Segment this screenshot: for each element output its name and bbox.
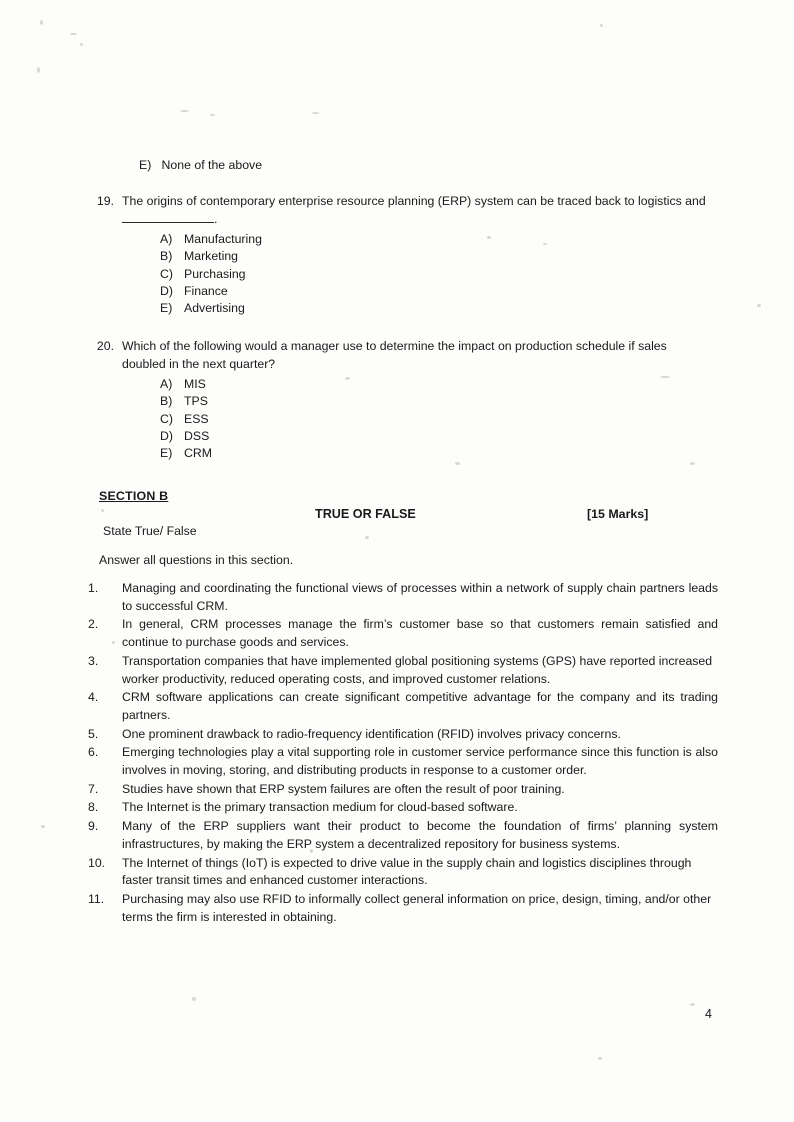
scan-speck bbox=[600, 24, 603, 27]
option-b[interactable] bbox=[160, 248, 716, 265]
list-item bbox=[88, 616, 718, 651]
option-b[interactable] bbox=[160, 393, 712, 410]
scan-speck bbox=[80, 43, 83, 46]
option-d-text: DSS bbox=[184, 429, 210, 444]
item-text: Many of the ERP suppliers want their product to become the foundation of firms’ planning system infrastructures, by making the ERP system a decentralized repository for business systems. bbox=[122, 819, 718, 851]
section-b-instruction-2: Answer all questions in this section. bbox=[99, 553, 294, 567]
question-20-number: 20. bbox=[96, 339, 114, 353]
item-text: The Internet of things (IoT) is expected to drive value in the supply chain and logistics disciplines through faster transit times and enhanced customer interactions. bbox=[122, 855, 692, 888]
question-19 bbox=[88, 193, 716, 318]
option-e-letter: E) bbox=[160, 301, 173, 316]
item-number: 1. bbox=[88, 581, 99, 595]
item-text: Transportation companies that have implemented global positioning systems (GPS) have reported increased worker productivity, reduced operating costs, and improved customer relations. bbox=[122, 653, 713, 686]
option-d[interactable] bbox=[160, 283, 716, 300]
question-20-text: Which of the following would a manager use to determine the impact on production schedule if sales doubled in the next quarter? bbox=[122, 339, 667, 371]
section-b-instruction-1: State True/ False bbox=[103, 524, 197, 538]
option-e-text: Advertising bbox=[184, 301, 245, 316]
scan-speck bbox=[101, 509, 104, 512]
item-number: 9. bbox=[88, 819, 99, 834]
option-a-letter: A) bbox=[160, 376, 173, 391]
leading-option: E) None of the above bbox=[139, 158, 263, 172]
item-text: Studies have shown that ERP system failures are often the result of poor training. bbox=[122, 781, 565, 796]
question-19-text bbox=[122, 193, 716, 229]
option-d[interactable] bbox=[160, 428, 712, 445]
option-c[interactable] bbox=[160, 411, 712, 428]
option-e[interactable] bbox=[160, 300, 716, 317]
scan-speck bbox=[180, 110, 189, 112]
question-19-stem: The origins of contemporary enterprise resource planning (ERP) system can be traced back to logistics and bbox=[122, 194, 706, 208]
item-number: 7. bbox=[88, 781, 99, 796]
question-20-options bbox=[160, 376, 712, 463]
option-c[interactable] bbox=[160, 266, 716, 283]
question-19-stem-end: . bbox=[214, 211, 218, 226]
section-b-marks: [15 Marks] bbox=[587, 507, 649, 521]
scan-speck bbox=[757, 304, 761, 307]
list-item bbox=[88, 781, 718, 799]
option-a-letter: A) bbox=[160, 231, 173, 246]
option-a-text: Manufacturing bbox=[184, 231, 262, 246]
section-b-title: TRUE OR FALSE bbox=[315, 507, 416, 521]
item-number: 8. bbox=[88, 800, 99, 815]
list-item bbox=[88, 799, 718, 817]
list-item bbox=[88, 580, 718, 615]
option-a-text: MIS bbox=[184, 376, 206, 391]
question-19-number: 19. bbox=[96, 194, 114, 208]
option-d-text: Finance bbox=[184, 284, 228, 299]
option-a[interactable] bbox=[160, 376, 712, 393]
list-item bbox=[88, 891, 718, 926]
option-b-letter: B) bbox=[160, 249, 173, 264]
list-item bbox=[88, 726, 718, 744]
item-number: 5. bbox=[88, 726, 99, 741]
scan-speck bbox=[598, 1057, 602, 1060]
scan-speck bbox=[210, 114, 215, 116]
option-c-letter: C) bbox=[160, 266, 173, 281]
list-item bbox=[88, 818, 718, 853]
option-e-letter: E) bbox=[160, 446, 173, 461]
item-text: Managing and coordinating the functional views of processes within a network of supply chain partners leads to successful CRM. bbox=[122, 581, 718, 613]
option-a[interactable] bbox=[160, 231, 716, 248]
section-b-heading: SECTION B bbox=[99, 489, 169, 503]
item-number: 3. bbox=[88, 653, 99, 668]
item-number: 11. bbox=[88, 891, 105, 906]
item-number: 6. bbox=[88, 745, 99, 760]
list-item bbox=[88, 653, 718, 688]
item-text: Purchasing may also use RFID to informally collect general information on price, design, timing, and/or other terms the firm is interested in obtaining. bbox=[122, 891, 712, 924]
scan-speck bbox=[690, 1003, 695, 1006]
item-text: CRM software applications can create significant competitive advantage for the company and its trading partners. bbox=[122, 690, 718, 722]
scan-speck bbox=[37, 67, 40, 73]
page-number: 4 bbox=[705, 1007, 712, 1021]
list-item bbox=[88, 689, 718, 724]
item-number: 10. bbox=[88, 855, 106, 870]
option-c-letter: C) bbox=[160, 411, 173, 426]
option-c-text: ESS bbox=[184, 411, 209, 426]
scan-speck bbox=[40, 20, 43, 25]
item-number: 2. bbox=[88, 617, 99, 632]
item-text: The Internet is the primary transaction medium for cloud-based software. bbox=[122, 800, 518, 815]
option-b-text: TPS bbox=[184, 394, 208, 409]
list-item bbox=[88, 855, 718, 890]
item-text: One prominent drawback to radio-frequency identification (RFID) involves privacy concerns. bbox=[122, 726, 621, 741]
list-item bbox=[88, 744, 718, 779]
scan-speck bbox=[70, 33, 77, 35]
item-number: 4. bbox=[88, 690, 99, 705]
item-text: Emerging technologies play a vital supporting role in customer service performance since this function is also involves in moving, storing, and distributing products in response to a customer order. bbox=[122, 745, 718, 778]
answer-blank bbox=[122, 211, 214, 223]
option-e-text: CRM bbox=[184, 446, 213, 461]
scan-speck bbox=[41, 825, 45, 828]
question-19-options bbox=[160, 231, 716, 318]
option-e[interactable] bbox=[160, 445, 712, 462]
true-false-list bbox=[88, 580, 718, 927]
option-d-letter: D) bbox=[160, 284, 173, 299]
option-b-text: Marketing bbox=[184, 249, 238, 264]
question-20 bbox=[88, 338, 712, 463]
option-d-letter: D) bbox=[160, 429, 173, 444]
option-b-letter: B) bbox=[160, 394, 173, 409]
scan-speck bbox=[192, 997, 196, 1001]
item-text: In general, CRM processes manage the firm’s customer base so that customers remain satisfied and continue to purchase goods and services. bbox=[122, 617, 718, 650]
option-c-text: Purchasing bbox=[184, 266, 246, 281]
scan-speck bbox=[365, 536, 369, 539]
scan-speck bbox=[312, 112, 319, 114]
